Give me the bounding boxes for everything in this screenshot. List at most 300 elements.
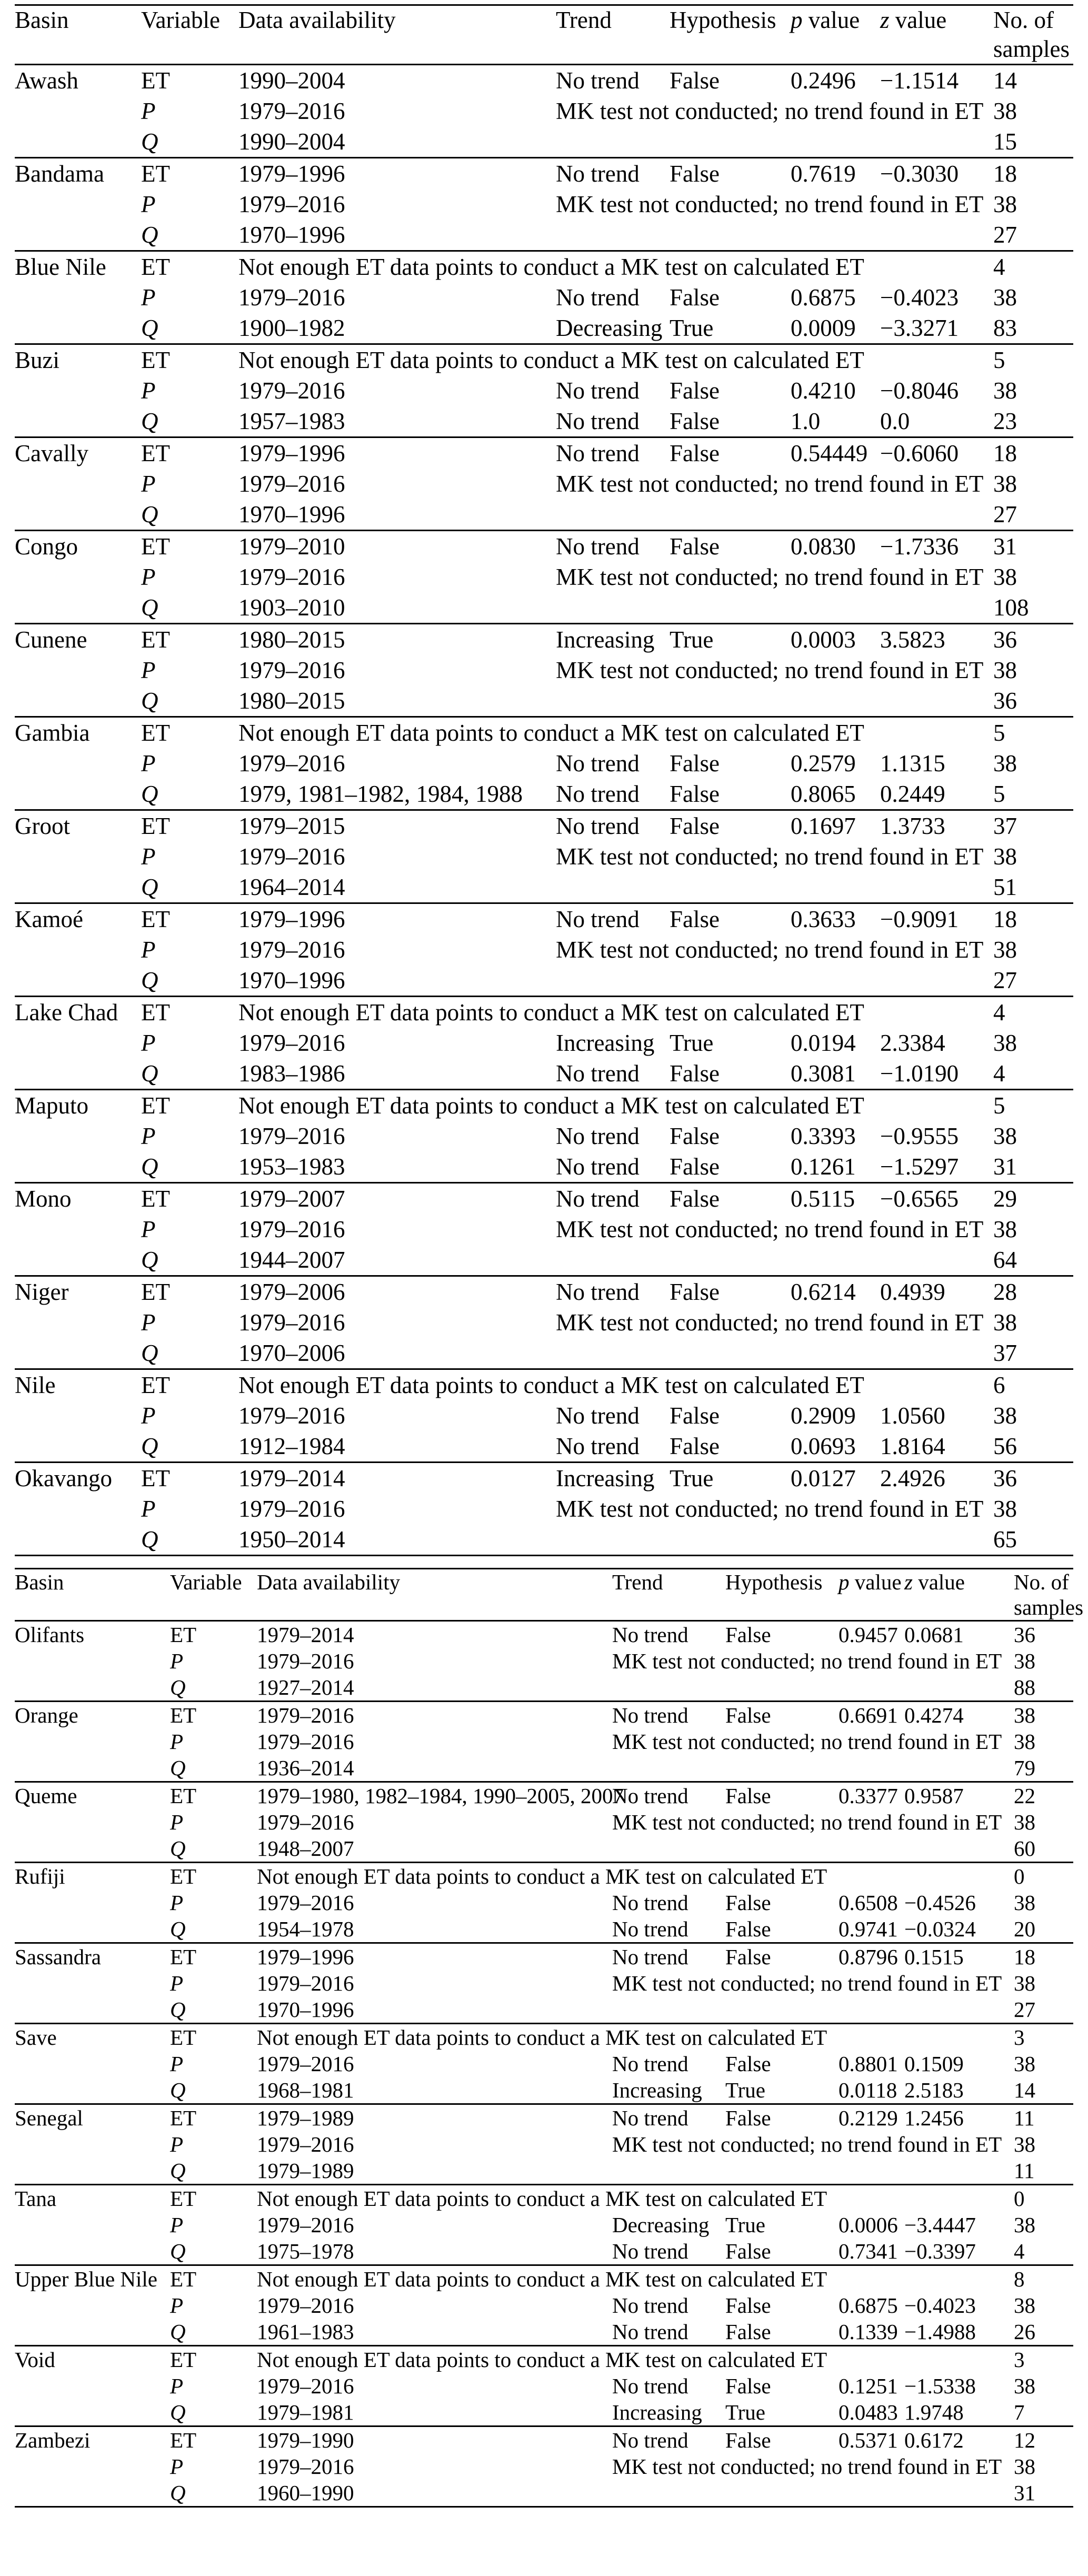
samples-cell: 38 [993, 98, 1017, 124]
availability-cell: 1979–2016 [257, 1891, 354, 1915]
variable-cell: Q [141, 222, 158, 248]
basin-cell-empty [15, 406, 141, 437]
table-row [15, 2319, 1073, 2346]
basin-cell-empty [15, 2157, 170, 2185]
variable-cell: Q [141, 688, 158, 714]
trend-cell: No trend [612, 2374, 688, 2398]
table-row [15, 1058, 1073, 1090]
basin-cell: Maputo [15, 1092, 88, 1119]
hypothesis-cell: False [670, 284, 720, 311]
trend-cell: No trend [556, 161, 640, 187]
mk-results-table-part1 [15, 4, 1073, 1556]
variable-cell: ET [170, 2025, 197, 2050]
availability-cell: 1979–1996 [238, 906, 345, 932]
mk-note-cell: MK test not conducted; no trend found in ET [612, 1729, 1002, 1754]
samples-cell: 31 [1014, 2481, 1035, 2505]
trend-cell: No trend [612, 2320, 688, 2344]
samples-cell: 56 [993, 1433, 1017, 1459]
samples-cell: 37 [993, 813, 1017, 839]
basin-cell-empty [15, 685, 141, 717]
table-row [15, 2453, 1073, 2480]
availability-cell: 1979–1989 [257, 2106, 354, 2130]
col-header-basin: Basin [15, 7, 69, 33]
hypothesis-cell: False [670, 1123, 720, 1149]
table-row [15, 562, 1073, 592]
variable-cell: ET [141, 906, 170, 932]
table-row [15, 344, 1073, 376]
basin-cell-empty [15, 1431, 141, 1463]
not-enough-note-cell: Not enough ET data points to conduct a MK test on calculated ET [238, 1092, 864, 1119]
basin-cell: Bandama [15, 161, 104, 187]
samples-cell: 27 [993, 967, 1017, 993]
samples-label-line2: samples [1014, 1595, 1084, 1619]
availability-cell: 1979–2016 [257, 2293, 354, 2318]
table-row [15, 1889, 1073, 1916]
p-value-cell: 0.0693 [791, 1433, 856, 1459]
table-row [15, 1970, 1073, 1996]
mk-note-cell: MK test not conducted; no trend found in ET [612, 2454, 1002, 2479]
basin-cell-empty [15, 934, 141, 965]
variable-cell: Q [141, 128, 158, 155]
basin-group-groot [15, 810, 1073, 903]
samples-cell: 18 [993, 906, 1017, 932]
trend-cell: No trend [556, 1123, 640, 1149]
availability-cell: 1990–2004 [238, 67, 345, 94]
p-value-cell: 0.1697 [791, 813, 856, 839]
hypothesis-cell: False [670, 533, 720, 560]
header-row [15, 1569, 1073, 1621]
basin-cell-empty [15, 2292, 170, 2319]
basin-cell-empty [15, 1151, 141, 1183]
hypothesis-cell: False [670, 1279, 720, 1305]
samples-cell: 38 [993, 1216, 1017, 1242]
basin-cell-empty [15, 1121, 141, 1151]
p-value-cell: 0.2496 [791, 67, 856, 94]
availability-cell: 1979–2016 [238, 1030, 345, 1056]
basin-cell-empty [15, 96, 141, 126]
samples-cell: 38 [993, 1030, 1017, 1056]
variable-cell: P [141, 937, 156, 963]
basin-cell: Buzi [15, 347, 59, 373]
table-row [15, 2238, 1073, 2265]
z-value-cell: 0.0681 [904, 1623, 964, 1647]
basin-cell-empty [15, 499, 141, 531]
availability-cell: 1979–2016 [257, 2213, 354, 2237]
basin-cell: Orange [15, 1703, 78, 1727]
samples-cell: 38 [993, 564, 1017, 590]
col-header-z-value [880, 5, 993, 65]
variable-cell: ET [141, 440, 170, 466]
basin-cell-empty [15, 841, 141, 872]
availability-cell: 1979–2016 [257, 1810, 354, 1834]
z-value-cell: 0.4274 [904, 1703, 964, 1727]
table-row [15, 1400, 1073, 1431]
variable-cell: P [170, 2052, 184, 2076]
p-value-cell: 0.6875 [791, 284, 856, 311]
table-row [15, 1121, 1073, 1151]
basin-group-sassandra [15, 1943, 1073, 2024]
trend-cell: No trend [556, 284, 640, 311]
variable-cell: Q [141, 408, 158, 434]
z-value-cell: −3.4447 [904, 2213, 976, 2237]
basin-group-blue-nile [15, 251, 1073, 344]
p-value-cell: 0.0194 [791, 1030, 856, 1056]
hypothesis-cell: False [670, 1153, 720, 1180]
hypothesis-cell: True [670, 315, 714, 341]
basin-cell: Olifants [15, 1623, 85, 1647]
table-row [15, 2104, 1073, 2132]
basin-cell-empty [15, 1970, 170, 1996]
samples-cell: 3 [1014, 2348, 1025, 2372]
basin-cell-empty [15, 2399, 170, 2426]
z-value-cell: 0.1515 [904, 1945, 964, 1969]
basin-cell-empty [15, 126, 141, 158]
variable-cell: Q [141, 1526, 158, 1553]
availability-cell: 1979–2016 [257, 2052, 354, 2076]
table-row [15, 437, 1073, 469]
table-row [15, 1494, 1073, 1524]
samples-cell: 4 [993, 999, 1005, 1026]
table-row [15, 2292, 1073, 2319]
availability-cell: 1970–1996 [238, 501, 345, 528]
mk-note-cell: MK test not conducted; no trend found in ET [612, 1649, 1002, 1673]
variable-cell: Q [141, 1247, 158, 1273]
availability-cell: 1979–2016 [238, 1309, 345, 1336]
variable-cell: P [170, 1810, 184, 1834]
samples-cell: 38 [993, 1496, 1017, 1522]
basin-cell: Lake Chad [15, 999, 118, 1026]
samples-label-line1: No. of [993, 7, 1054, 33]
basin-group-niger [15, 1276, 1073, 1369]
p-value-cell: 0.1261 [791, 1153, 856, 1180]
trend-cell: Decreasing [556, 315, 663, 341]
z-value-cell: 1.1315 [880, 750, 945, 777]
mk-note-cell: MK test not conducted; no trend found in ET [556, 564, 984, 590]
table-row [15, 1151, 1073, 1183]
basin-cell-empty [15, 1338, 141, 1369]
z-value-cell: −1.4988 [904, 2320, 976, 2344]
trend-cell: No trend [612, 1623, 688, 1647]
table-row [15, 1090, 1073, 1121]
availability-cell: 1979–1996 [238, 440, 345, 466]
variable-cell: Q [170, 2481, 186, 2505]
basin-cell-empty [15, 1889, 170, 1916]
samples-cell: 38 [993, 471, 1017, 497]
variable-cell: ET [141, 720, 170, 746]
samples-cell: 5 [993, 1092, 1005, 1119]
p-value-cell: 0.6508 [839, 1891, 898, 1915]
variable-cell: P [170, 2454, 184, 2479]
basin-cell-empty [15, 1494, 141, 1524]
not-enough-note-cell: Not enough ET data points to conduct a MK test on calculated ET [257, 2267, 827, 2291]
col-header-samples [993, 5, 1073, 65]
samples-cell: 38 [993, 937, 1017, 963]
samples-cell: 4 [993, 254, 1005, 280]
availability-cell: 1960–1990 [257, 2481, 354, 2505]
availability-cell: 1979–2010 [238, 533, 345, 560]
table-row [15, 65, 1073, 96]
variable-cell: ET [170, 1945, 197, 1969]
trend-cell: No trend [612, 2239, 688, 2263]
variable-cell: Q [141, 1060, 158, 1087]
basin-cell-empty [15, 1214, 141, 1245]
variable-cell: P [141, 471, 156, 497]
variable-cell: Q [141, 1340, 158, 1366]
variable-cell: P [141, 1216, 156, 1242]
samples-cell: 4 [1014, 2239, 1025, 2263]
basin-cell-empty [15, 1648, 170, 1674]
z-value-cell: −0.3030 [880, 161, 959, 187]
table-row [15, 158, 1073, 190]
variable-cell: Q [170, 1997, 186, 2022]
samples-cell: 12 [1014, 2428, 1035, 2452]
variable-cell: P [141, 191, 156, 217]
samples-cell: 38 [993, 377, 1017, 404]
variable-cell: Q [141, 781, 158, 807]
basin-cell-empty [15, 375, 141, 406]
basin-cell: Save [15, 2025, 57, 2050]
availability-cell: 1979–2016 [238, 564, 345, 590]
hypothesis-cell: True [725, 2078, 765, 2102]
table-row [15, 997, 1073, 1028]
basin-cell-empty [15, 1400, 141, 1431]
hypothesis-cell: True [670, 626, 714, 653]
trend-cell: No trend [612, 2106, 688, 2130]
trend-cell: No trend [612, 1945, 688, 1969]
basin-cell-empty [15, 779, 141, 810]
table-row [15, 406, 1073, 437]
samples-cell: 38 [993, 750, 1017, 777]
availability-cell: 1980–2015 [238, 626, 345, 653]
variable-cell: Q [170, 2320, 186, 2344]
trend-cell: No trend [556, 813, 640, 839]
table-row [15, 810, 1073, 842]
availability-cell: 1979, 1981–1982, 1984, 1988 [238, 781, 523, 807]
table-row [15, 2212, 1073, 2238]
basin-group-maputo [15, 1090, 1073, 1183]
variable-cell: P [141, 1030, 156, 1056]
variable-cell: ET [170, 1703, 197, 1727]
table-row [15, 655, 1073, 685]
variable-cell: Q [141, 874, 158, 900]
basin-cell: Sassandra [15, 1945, 101, 1969]
hypothesis-cell: False [670, 67, 720, 94]
basin-cell-empty [15, 2051, 170, 2077]
samples-cell: 31 [993, 533, 1017, 560]
trend-cell: No trend [556, 1186, 640, 1212]
samples-cell: 38 [1014, 2293, 1035, 2318]
mk-note-cell: MK test not conducted; no trend found in ET [556, 98, 984, 124]
availability-cell: 1936–2014 [257, 1756, 354, 1780]
p-value-cell: 0.3633 [791, 906, 856, 932]
availability-cell: 1979–1996 [238, 161, 345, 187]
table-row [15, 2373, 1073, 2399]
samples-cell: 38 [1014, 2374, 1035, 2398]
table-row [15, 1369, 1073, 1401]
basin-cell: Nile [15, 1372, 56, 1398]
availability-cell: 1970–1996 [238, 967, 345, 993]
mk-note-cell: MK test not conducted; no trend found in ET [556, 1216, 984, 1242]
col-header-basin: Basin [15, 1570, 64, 1594]
availability-cell: 1970–2006 [238, 1340, 345, 1366]
hypothesis-cell: False [670, 906, 720, 932]
samples-cell: 15 [993, 128, 1017, 155]
table-row [15, 934, 1073, 965]
availability-cell: 1979–2016 [238, 377, 345, 404]
samples-cell: 64 [993, 1247, 1017, 1273]
variable-cell: P [170, 2213, 184, 2237]
variable-cell: ET [141, 1092, 170, 1119]
trend-cell: No trend [556, 1279, 640, 1305]
samples-cell: 38 [1014, 1891, 1035, 1915]
table-row [15, 1028, 1073, 1058]
variable-cell: P [170, 1891, 184, 1915]
basin-cell: Kamoé [15, 906, 83, 932]
variable-cell: P [141, 1309, 156, 1336]
samples-cell: 38 [993, 1123, 1017, 1149]
variable-cell: Q [141, 967, 158, 993]
availability-cell: 1983–1986 [238, 1060, 345, 1087]
p-value-cell: 0.2579 [791, 750, 856, 777]
table-row [15, 1648, 1073, 1674]
trend-cell: No trend [556, 906, 640, 932]
availability-cell: 1948–2007 [257, 1836, 354, 1861]
trend-cell: No trend [612, 2293, 688, 2318]
basin-cell-empty [15, 1835, 170, 1863]
variable-cell: P [141, 657, 156, 683]
variable-cell: P [141, 1496, 156, 1522]
samples-cell: 38 [1014, 1703, 1035, 1727]
variable-cell: P [141, 377, 156, 404]
basin-group-cunene [15, 624, 1073, 717]
samples-label-line2: samples [993, 36, 1070, 62]
basin-cell-empty [15, 592, 141, 624]
hypothesis-cell: False [670, 1186, 720, 1212]
variable-cell: ET [170, 1864, 197, 1888]
not-enough-note-cell: Not enough ET data points to conduct a MK test on calculated ET [238, 720, 864, 746]
variable-cell: Q [141, 1433, 158, 1459]
p-value-cell: 0.3377 [839, 1784, 898, 1808]
basin-group-awash [15, 65, 1073, 158]
table-row [15, 1183, 1073, 1215]
basin-cell: Congo [15, 533, 78, 560]
trend-cell: Increasing [556, 1465, 655, 1491]
basin-cell-empty [15, 2373, 170, 2399]
z-value-cell: −0.9091 [880, 906, 959, 932]
samples-cell: 38 [993, 191, 1017, 217]
hypothesis-cell: True [725, 2213, 765, 2237]
table-row [15, 1276, 1073, 1308]
z-value-cell: 0.9587 [904, 1784, 964, 1808]
z-value-cell: 1.3733 [880, 813, 945, 839]
availability-cell: 1944–2007 [238, 1247, 345, 1273]
table-row [15, 1863, 1073, 1890]
basin-group-olifants [15, 1621, 1073, 1702]
table-row [15, 717, 1073, 749]
basin-cell-empty [15, 1996, 170, 2024]
availability-cell: 1979–2016 [238, 937, 345, 963]
mk-note-cell: MK test not conducted; no trend found in ET [612, 2132, 1002, 2156]
z-value-cell: −1.0190 [880, 1060, 959, 1087]
table-row [15, 2131, 1073, 2157]
availability-cell: 1979–2016 [238, 1403, 345, 1429]
basin-cell: Okavango [15, 1465, 112, 1491]
samples-cell: 29 [993, 1186, 1017, 1212]
mk-note-cell: MK test not conducted; no trend found in ET [556, 937, 984, 963]
samples-cell: 27 [1014, 1997, 1035, 2022]
z-value-label: value [889, 7, 947, 33]
basin-cell-empty [15, 282, 141, 313]
basin-cell: Senegal [15, 2106, 83, 2130]
variable-cell: Q [170, 2159, 186, 2183]
p-value-cell: 0.1339 [839, 2320, 898, 2344]
table-row [15, 2426, 1073, 2454]
variable-cell: Q [141, 1153, 158, 1180]
variable-cell: ET [170, 2428, 197, 2452]
table-row [15, 1782, 1073, 1809]
samples-cell: 36 [1014, 1623, 1035, 1647]
basin-cell: Upper Blue Nile [15, 2267, 157, 2291]
col-header-p-value [791, 5, 880, 65]
col-header-samples [1014, 1569, 1084, 1621]
variable-cell: P [170, 2293, 184, 2318]
variable-cell: ET [141, 999, 170, 1026]
samples-cell: 38 [993, 657, 1017, 683]
basin-cell: Awash [15, 67, 78, 94]
hypothesis-cell: False [725, 1623, 771, 1647]
hypothesis-cell: False [670, 161, 720, 187]
samples-cell: 4 [993, 1060, 1005, 1087]
samples-cell: 51 [993, 874, 1017, 900]
not-enough-note-cell: Not enough ET data points to conduct a MK test on calculated ET [257, 2186, 827, 2211]
trend-cell: Decreasing [612, 2213, 710, 2237]
hypothesis-cell: False [670, 781, 720, 807]
trend-cell: Increasing [612, 2078, 702, 2102]
availability-cell: 1979–2016 [238, 191, 345, 217]
hypothesis-cell: False [670, 1060, 720, 1087]
availability-cell: 1979–2016 [238, 471, 345, 497]
basin-cell: Blue Nile [15, 254, 106, 280]
trend-cell: No trend [556, 67, 640, 94]
z-value-cell: 0.4939 [880, 1279, 945, 1305]
not-enough-note-cell: Not enough ET data points to conduct a MK test on calculated ET [238, 254, 864, 280]
samples-cell: 8 [1014, 2267, 1025, 2291]
basin-group-void [15, 2346, 1073, 2426]
variable-cell: ET [141, 1186, 170, 1212]
z-value-cell: 1.0560 [880, 1403, 945, 1429]
variable-cell: ET [141, 813, 170, 839]
z-value-cell: −0.0324 [904, 1917, 976, 1941]
p-value-cell: 0.2909 [791, 1403, 856, 1429]
basin-cell-empty [15, 655, 141, 685]
availability-cell: 1950–2014 [238, 1526, 345, 1553]
availability-cell: 1979–2015 [238, 813, 345, 839]
variable-cell: P [170, 1649, 184, 1673]
availability-cell: 1979–2014 [257, 1623, 354, 1647]
availability-cell: 1979–2016 [238, 284, 345, 311]
p-symbol: p [791, 7, 803, 33]
p-value-cell: 0.0483 [839, 2400, 898, 2424]
variable-cell: P [170, 1971, 184, 1995]
p-value-cell: 0.0009 [791, 315, 856, 341]
col-header-trend: Trend [556, 7, 612, 33]
hypothesis-cell: False [725, 1784, 771, 1808]
availability-cell: 1957–1983 [238, 408, 345, 434]
trend-cell: No trend [556, 440, 640, 466]
basin-cell-empty [15, 1058, 141, 1090]
table-row [15, 1431, 1073, 1463]
table-row [15, 2024, 1073, 2051]
